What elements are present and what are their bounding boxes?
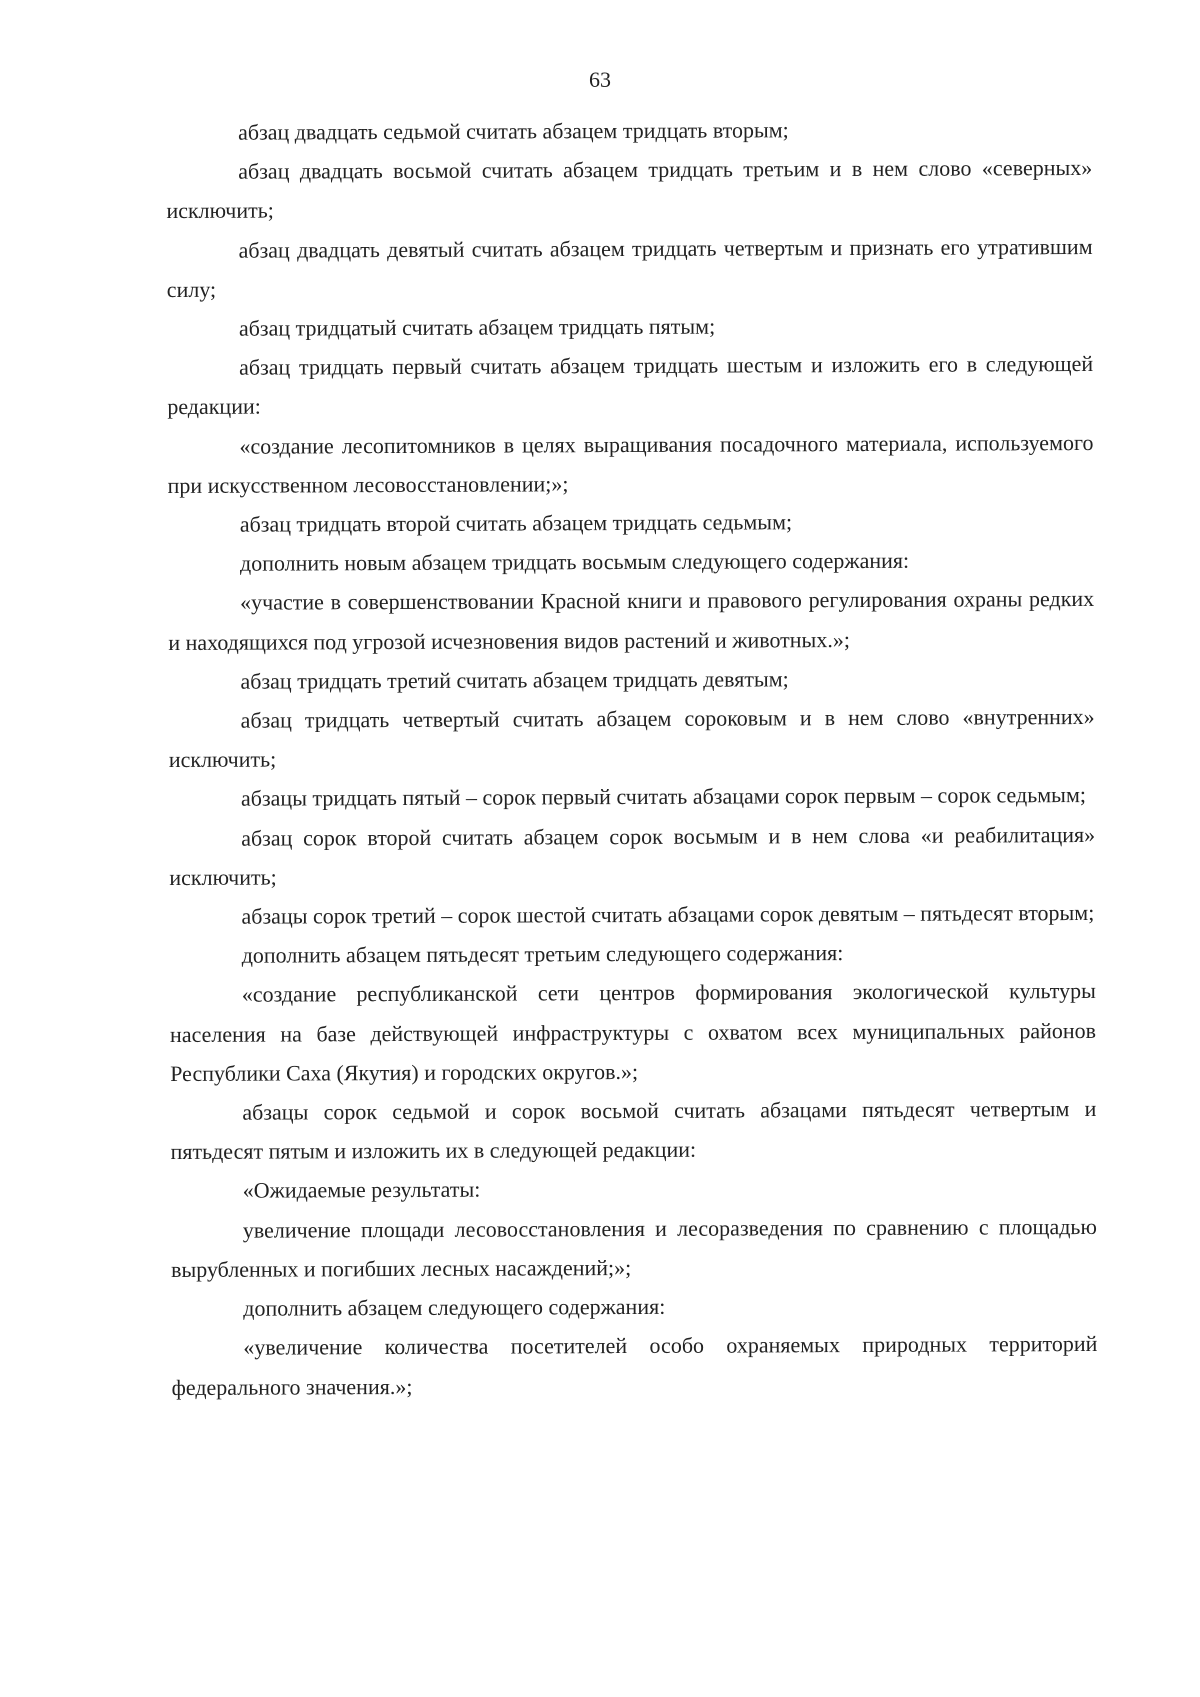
paragraph: дополнить новым абзацем тридцать восьмым следующего содержания:	[239, 547, 910, 576]
quoted-paragraph: «создание лесопитомников в целях выращивания посадочного материала, используемого при искусственном лесовосстановлении;»;	[167, 429, 1094, 498]
paragraph: дополнить абзацем следующего содержания:	[243, 1293, 666, 1321]
paragraph: дополнить абзацем пятьдесят третьим следующего содержания:	[241, 940, 844, 968]
paragraph: абзац тридцать первый считать абзацем тридцать шестым и изложить его в следующей редакции:	[167, 351, 1094, 420]
quoted-paragraph: «Ожидаемые результаты:	[242, 1177, 481, 1204]
paragraph: абзац сорок второй считать абзацем сорок восьмым и в нем слова «и реабилитация» исключить;	[169, 821, 1096, 890]
paragraph: абзацы сорок третий – сорок шестой считать абзацами сорок девятым – пятьдесят вторым;	[241, 900, 1095, 929]
paragraph: абзац тридцатый считать абзацем тридцать пятым;	[238, 313, 716, 341]
paragraph: абзацы сорок седьмой и сорок восьмой считать абзацами пятьдесят четвертым и пятьдесят пятым и изложить их в следующей редакции:	[170, 1096, 1097, 1165]
paragraph: абзацы тридцать пятый – сорок первый считать абзацами сорок первым – сорок седьмым;	[240, 782, 1087, 812]
paragraph: абзац тридцать третий считать абзацем тридцать девятым;	[240, 666, 789, 694]
document-body	[166, 109, 1098, 1407]
paragraph: абзац двадцать седьмой считать абзацем тридцать вторым;	[238, 117, 789, 145]
paragraph: абзац тридцать четвертый считать абзацем сороковым и в нем слово «внутренних» исключить;	[168, 704, 1095, 773]
quoted-paragraph: «создание республиканской сети центров формирования экологической культуры населения на базе действующей инфраструктуры с охватом всех муниципальных районов Республики Саха (Якутия) и городских округов.»;	[169, 978, 1097, 1086]
paragraph: абзац тридцать второй считать абзацем тридцать седьмым;	[239, 509, 793, 537]
quoted-paragraph: «увеличение количества посетителей особо охраняемых природных территорий федерального значения.»;	[171, 1331, 1098, 1400]
page-number: 63	[589, 67, 611, 92]
paragraph: абзац двадцать девятый считать абзацем тридцать четвертым и признать его утратившим силу;	[166, 233, 1093, 302]
quoted-paragraph: «участие в совершенствовании Красной книги и правового регулирования охраны редких и находящихся под угрозой исчезновения видов растений и животных.»;	[168, 586, 1095, 655]
paragraph: увеличение площади лесовосстановления и лесоразведения по сравнению с площадью вырубленных и погибших лесных насаждений;»;	[170, 1213, 1097, 1282]
paragraph: абзац двадцать восьмой считать абзацем тридцать третьим и в нем слово «северных» исключить;	[166, 155, 1093, 224]
